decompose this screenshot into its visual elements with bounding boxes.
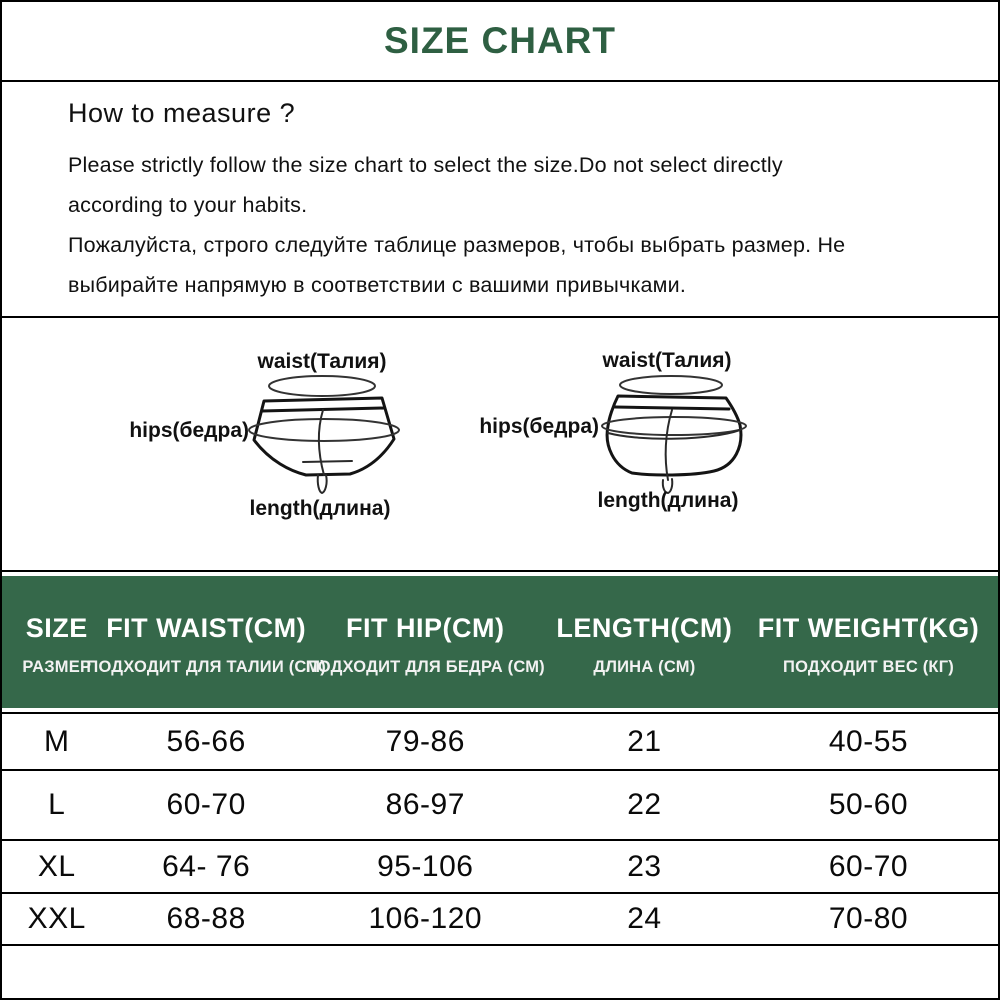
header-fit-hip-ru: ПОДХОДИТ ДЛЯ БЕДРА (СМ): [305, 658, 545, 676]
how-to-measure-heading: How to measure ?: [68, 98, 296, 128]
header-length-ru: ДЛИНА (СМ): [593, 658, 696, 676]
hip-value: 106-120: [368, 902, 483, 935]
diagram-box: [0, 316, 1000, 572]
waist-label-right: waist(Талия): [602, 349, 732, 372]
how-to-measure-box: [0, 80, 1000, 318]
length-value: 22: [627, 788, 662, 821]
waist-tape-right: [620, 376, 722, 394]
instruction-line-en-2: according to your habits.: [68, 193, 308, 217]
weight-value: 50-60: [828, 788, 909, 821]
header-fit-waist: [86, 613, 326, 677]
header-length: [550, 613, 739, 677]
waist-value: 60-70: [166, 788, 246, 821]
header-fit-waist-en: FIT WAIST(CM): [106, 613, 307, 643]
size-table: [0, 570, 1000, 1000]
hips-label-left: hips(бедра): [129, 419, 249, 442]
length-value: 21: [627, 724, 662, 758]
brief-crotch-line: [303, 461, 352, 462]
header-length-en: LENGTH(CM): [556, 613, 733, 643]
boyshort-center-seam: [666, 410, 672, 480]
header-fit-weight-ru: ПОДХОДИТ ВЕС (КГ): [783, 658, 954, 676]
header-size-en: SIZE: [25, 613, 88, 643]
table-row-xl: [2, 839, 998, 892]
hip-value: 95-106: [377, 849, 474, 883]
header-fit-hip-en: FIT HIP(CM): [346, 613, 505, 643]
waist-value: 68-88: [166, 902, 246, 935]
page-title: SIZE CHART: [384, 20, 616, 61]
table-row-xxl: [2, 892, 998, 944]
table-row-m: [2, 712, 998, 769]
size-value: L: [48, 788, 66, 821]
title-box: [0, 0, 1000, 82]
hips-label-right: hips(бедра): [479, 415, 599, 438]
length-label-right: length(длина): [597, 489, 739, 512]
hip-value: 79-86: [385, 724, 465, 758]
boyshort-waistband-line: [615, 407, 729, 409]
header-fit-hip: [301, 613, 550, 677]
size-value: XXL: [27, 902, 86, 935]
length-value: 24: [627, 902, 662, 935]
header-size-ru: РАЗМЕР: [22, 658, 92, 676]
instruction-line-ru-2: выбирайте напрямую в соответствии с вашими привычками.: [68, 273, 687, 297]
table-row-l: [2, 769, 998, 839]
brief-diagram: [129, 350, 399, 520]
header-fit-weight: [739, 613, 998, 677]
hip-tape-right: [602, 417, 746, 435]
instruction-line-ru-1: Пожалуйста, строго следуйте таблице размеров, чтобы выбрать размер. Не: [68, 233, 846, 257]
instruction-line-en-1: Please strictly follow the size chart to select the size.Do not select directly: [68, 153, 783, 177]
table-row-empty: [2, 944, 998, 988]
weight-value: 70-80: [828, 902, 909, 935]
length-label-left: length(длина): [249, 497, 391, 520]
length-value: 23: [627, 849, 662, 883]
hip-tape-left: [249, 419, 399, 441]
size-value: XL: [37, 849, 76, 883]
hip-value: 86-97: [385, 788, 465, 821]
size-value: M: [44, 724, 70, 758]
boyshort-diagram: [479, 349, 746, 512]
brief-length-tab: [318, 475, 327, 493]
waist-label-left: waist(Талия): [257, 350, 387, 373]
waist-tape-left: [269, 376, 375, 396]
weight-value: 60-70: [828, 849, 909, 883]
waist-value: 64- 76: [162, 849, 251, 883]
header-fit-weight-en: FIT WEIGHT(KG): [757, 613, 980, 643]
garment-diagrams: [2, 318, 998, 570]
table-header-row: [2, 576, 998, 708]
header-fit-waist-ru: ПОДХОДИТ ДЛЯ ТАЛИИ (СМ): [86, 658, 326, 676]
waist-value: 56-66: [166, 724, 246, 758]
weight-value: 40-55: [828, 724, 909, 758]
